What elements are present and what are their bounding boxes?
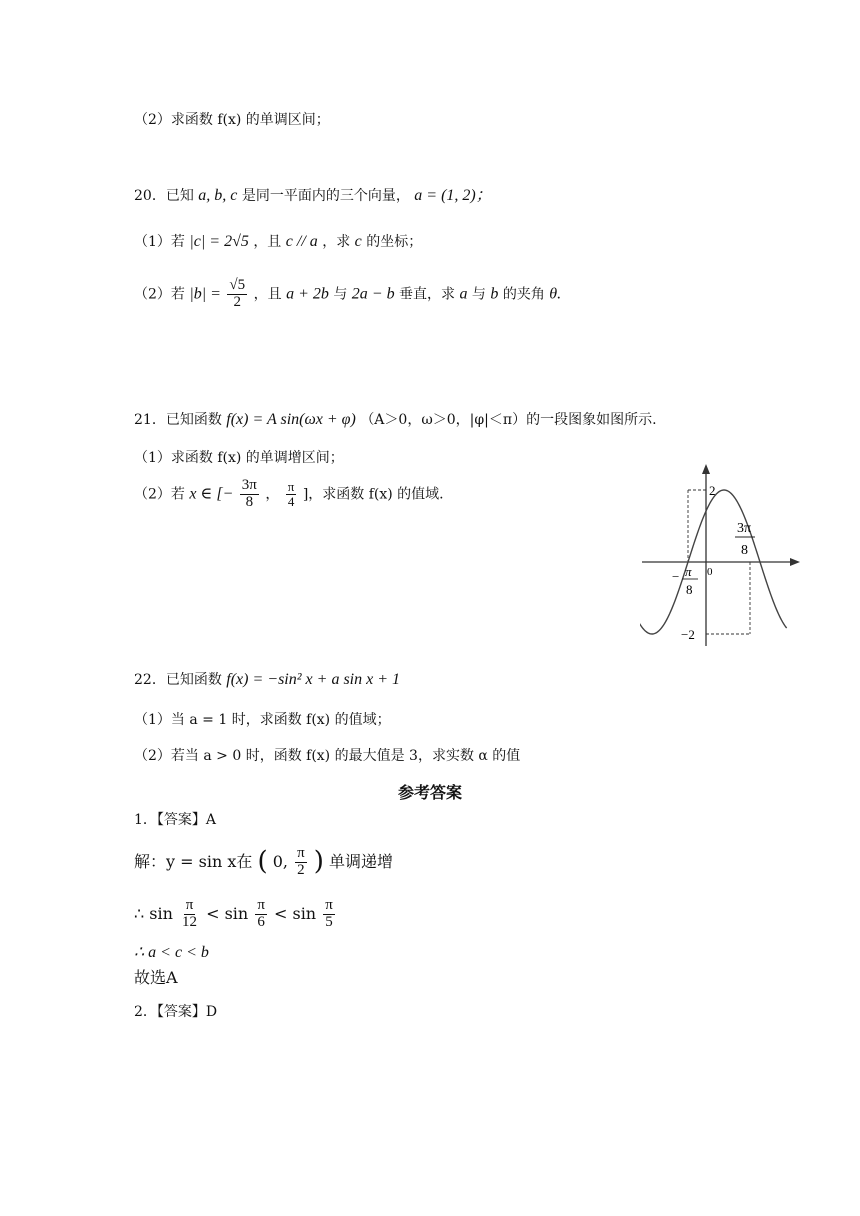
label-y-top: 2 [709,483,716,498]
q20-p2-denominator: 2 [233,293,242,310]
answer-1-line1-a: 解：y = sin x在 [134,851,253,871]
answer-2-label [134,1004,217,1021]
answer-1-frac-12-num: π [185,897,194,913]
q20-p2-vec1: a + 2b [286,285,329,303]
label-x-left-den: 8 [686,582,693,597]
q20-p2-with: 与 [333,286,348,303]
q21-p2-x: x ∈ [− [189,485,234,503]
q21-stem [134,410,657,429]
q20-p2-numerator: √5 [229,277,246,293]
answer-1-line1-frac-den: 2 [297,861,305,878]
answer-1-paren-right: ) [313,846,324,877]
q21-p2-prefix: （2）若 [134,486,185,503]
answers-title: 参考答案 [397,783,462,802]
q20-p2-fraction [227,278,247,311]
answer-1-frac-6 [255,898,267,931]
label-x-left-num: π [685,564,692,579]
q21-conditions: （A＞0，ω＞0，|φ|＜π）的一段图象如图所示. [360,412,657,428]
label-y-bottom: −2 [681,627,695,642]
answer-1-line3-text: ∴ a < c < b [134,944,209,961]
q20-p2-angle: 的夹角 [502,286,545,303]
q20-p2-magnitude: |b| = [189,285,221,303]
answer-1-label-text: 1．【答案】A [134,812,217,828]
answer-1-line1 [134,846,393,879]
q20-p2-b: b [490,285,499,303]
answer-1-line1-frac-num: π [297,845,305,861]
x-axis-arrow [790,558,800,566]
q20-p1-prefix: （1）若 [134,234,185,250]
q21-part2 [134,478,444,511]
answer-1-frac-12 [180,898,199,931]
q20-vector-a-value: a = (1, 2)； [414,187,492,204]
answer-1-line4 [134,968,178,987]
q19-part2-text: （2）求函数 f(x) 的单调区间； [134,112,330,128]
q21-part1 [134,450,344,467]
q21-p2-suffix: ]，求函数 f(x) 的值域. [302,486,444,503]
q22-part2-text: （2）若当 a > 0 时，函数 f(x) 的最大值是 3，求实数 α 的值 [134,748,521,764]
answer-1-zero: 0, [272,851,288,871]
q21-p2-frac2-den: 4 [287,493,295,509]
q21-p2-frac1 [240,478,259,511]
answer-1-paren-left: ( [257,846,268,877]
answer-1-label [134,812,216,829]
label-x-left-sign: − [672,569,680,584]
answer-1-line2-a: ∴ sin [134,903,173,923]
q21-stem-label: 21．已知函数 [134,412,222,428]
q20-p2-and2: 与 [471,286,486,303]
answer-1-line2-c: < sin [273,903,317,923]
answer-1-line1-frac [295,846,307,879]
q20-p2-and: ，且 [253,286,282,303]
q21-p2-comma: ， [265,486,280,503]
q20-part2 [134,278,561,311]
label-x-right-den: 8 [741,543,748,558]
q20-vectors: a, b, c [198,187,238,204]
q22-part1-text: （1）当 a = 1 时，求函数 f(x) 的值域； [134,712,391,728]
q19-part2 [134,112,330,129]
answer-1-frac-6-num: π [257,897,265,913]
q20-part1 [134,232,422,251]
y-axis-arrow [702,464,710,474]
q20-p1-find: ，求 [322,234,351,250]
q20-p1-magnitude: |c| = 2√5 [189,233,249,250]
answer-1-frac-5 [323,898,335,931]
q20-stem-mid: 是同一平面内的三个向量， [241,188,410,204]
answer-1-line2 [134,898,337,931]
answer-1-frac-5-den: 5 [325,913,333,930]
answer-1-line2-b: < sin [206,903,249,923]
answer-1-line1-b: 单调递增 [329,851,394,871]
q21-p2-frac2 [286,480,297,508]
q20-stem-label: 20．已知 [134,188,194,204]
q21-p2-frac1-num: 3π [241,477,257,493]
q21-p2-frac2-num: π [287,479,295,495]
q20-p1-and: ，且 [253,234,282,250]
q22-part2 [134,748,520,765]
q20-p2-prefix: （2）若 [134,286,185,303]
answer-1-frac-12-den: 12 [182,913,197,930]
q21-part1-text: （1）求函数 f(x) 的单调增区间； [134,450,344,466]
answer-2-label-text: 2．【答案】D [134,1004,218,1020]
q20-p2-a: a [459,285,468,303]
answer-1-frac-5-num: π [325,897,333,913]
q21-function: f(x) = A sin(ωx + φ) [226,411,356,428]
label-x-right-num: 3π [737,521,752,536]
q22-function: f(x) = −sin² x + a sin x + 1 [226,671,401,688]
answer-1-line3 [134,942,209,962]
q20-p1-vector-c: c [354,233,362,250]
q21-p2-frac1-den: 8 [245,493,254,510]
q20-stem [134,186,492,205]
q20-p2-vec2: 2a − b [351,285,395,303]
q22-stem [134,670,400,689]
q20-p2-theta: θ. [549,285,562,303]
q20-p1-parallel: c // a [285,233,318,250]
q22-stem-label: 22．已知函数 [134,672,222,688]
answer-1-frac-6-den: 6 [257,913,265,930]
q20-p1-suffix: 的坐标； [366,234,423,250]
q21-sine-graph [640,462,806,650]
q20-p2-perp: 垂直，求 [399,286,456,303]
answer-1-line4-text: 故选A [134,968,178,987]
q22-part1 [134,712,391,729]
label-origin: 0 [707,566,713,578]
